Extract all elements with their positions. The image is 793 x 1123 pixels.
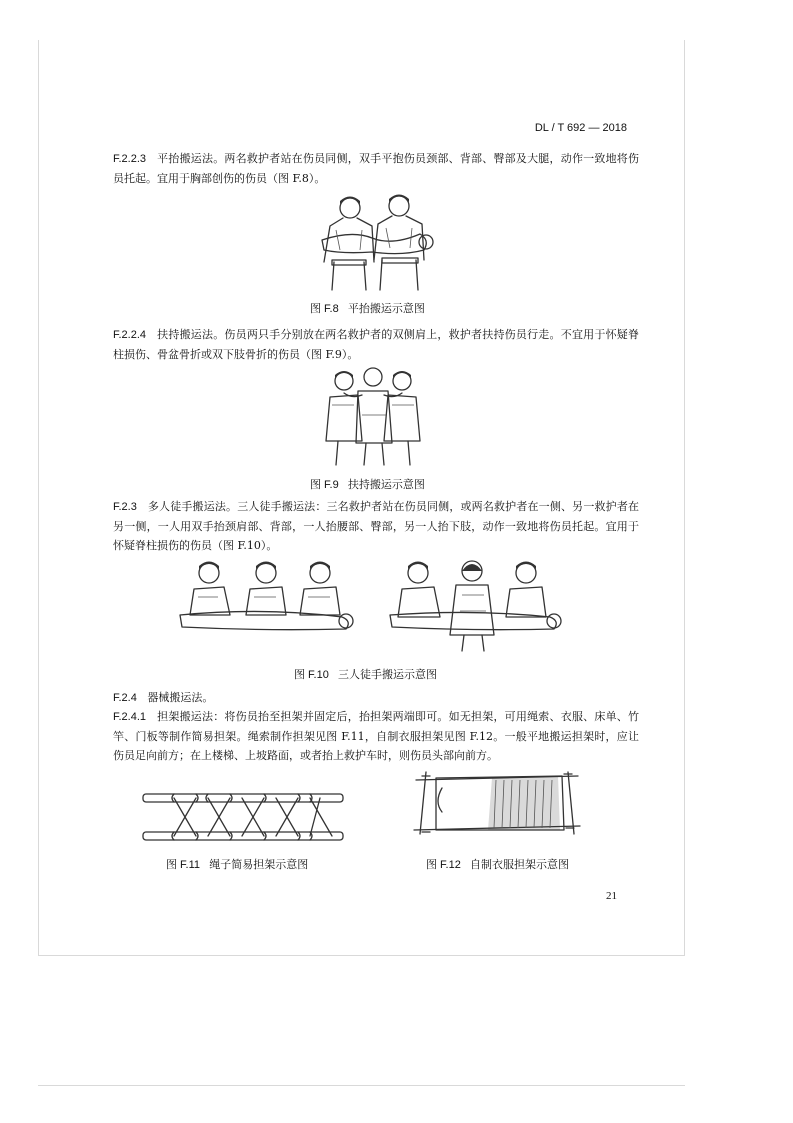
section-text: 多人徒手搬运法。三人徒手搬运法：三名救护者站在伤员同侧，或两名救护者在一侧、另一救护者在另一侧，一人用双手抬颈肩部、背部，一人抬腰部、臀部，另一人抬下肢，动作一致地将伤员托起。宜用于怀疑脊柱损伤的伤员（图 F.10）。 xyxy=(113,500,639,552)
figure-label: 图 F.11 xyxy=(166,859,201,871)
figure-title: 平抬搬运示意图 xyxy=(347,303,425,315)
doc-header-code: DL / T 692 — 2018 xyxy=(534,122,627,134)
figure-f10-right-illustration xyxy=(384,555,564,655)
figure-f8-caption xyxy=(310,300,425,316)
figure-f11-illustration xyxy=(140,790,346,846)
figure-f10-left-illustration xyxy=(174,555,356,655)
figure-f9-caption xyxy=(310,476,425,492)
section-f223 xyxy=(113,149,639,188)
figure-f11-caption xyxy=(166,856,308,872)
section-f241 xyxy=(113,707,639,765)
page-separator xyxy=(38,1085,685,1086)
section-number: F.2.2.4 xyxy=(113,329,147,341)
figure-f12-illustration xyxy=(412,768,582,840)
figure-title: 自制衣服担架示意图 xyxy=(470,859,570,871)
figure-f9-illustration xyxy=(318,365,428,467)
section-number: F.2.3 xyxy=(113,501,137,513)
section-f224 xyxy=(113,325,639,364)
figure-title: 扶持搬运示意图 xyxy=(347,479,425,491)
section-text: 平抬搬运法。两名救护者站在伤员同侧，双手平抱伤员颈部、背部、臀部及大腿，动作一致地将伤员托起。宜用于胸部创伤的伤员（图 F.8）。 xyxy=(113,152,639,185)
section-number: F.2.4 xyxy=(113,692,137,704)
section-text: 器械搬运法。 xyxy=(147,691,214,704)
section-text: 扶持搬运法。伤员两只手分别放在两名救护者的双侧肩上，救护者扶持伤员行走。不宜用于怀疑脊柱损伤、骨盆骨折或双下肢骨折的伤员（图 F.9）。 xyxy=(113,328,639,361)
figure-label: 图 F.8 xyxy=(310,303,339,315)
section-number: F.2.2.3 xyxy=(113,153,147,165)
page-border-right xyxy=(684,40,685,956)
section-f24 xyxy=(113,689,213,705)
figure-f10-caption xyxy=(294,666,437,682)
page-border-bottom xyxy=(38,955,685,956)
figure-title: 三人徒手搬运示意图 xyxy=(338,669,438,681)
figure-f8-illustration xyxy=(312,190,440,292)
figure-label: 图 F.9 xyxy=(310,479,339,491)
page-border-left xyxy=(38,40,39,956)
figure-label: 图 F.12 xyxy=(426,859,461,871)
figure-label: 图 F.10 xyxy=(294,669,329,681)
section-text: 担架搬运法：将伤员抬至担架并固定后，抬担架两端即可。如无担架，可用绳索、衣服、床单、竹竿、门板等制作简易担架。绳索制作担架见图 F.11，自制衣服担架见图 F.12。一般平地搬运担架时，应让伤员足向前方；在上楼梯、上坡路面，或者抬上救护车时，则伤员头部向前方。 xyxy=(113,710,639,762)
section-number: F.2.4.1 xyxy=(113,711,147,723)
figure-title: 绳子简易担架示意图 xyxy=(209,859,309,871)
figure-f12-caption xyxy=(426,856,569,872)
section-f23 xyxy=(113,497,639,555)
page-number: 21 xyxy=(606,890,617,902)
